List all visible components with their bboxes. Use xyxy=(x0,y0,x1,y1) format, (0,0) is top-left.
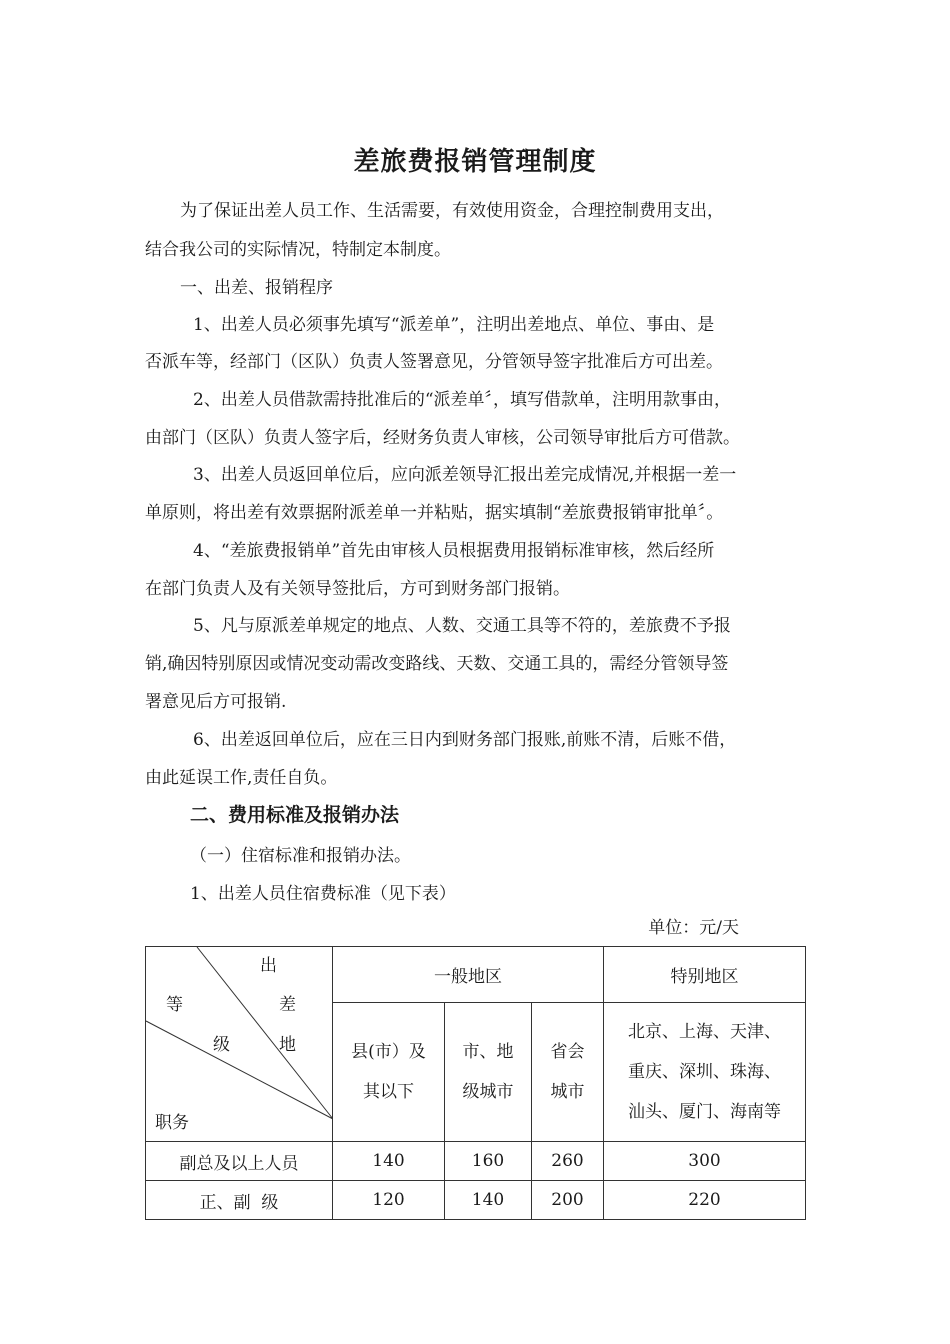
para5-line-2: 销,确因特别原因或情况变动需改变路线、天数、交通工具的，需经分管领导签 xyxy=(145,654,729,674)
header-city xyxy=(445,1003,532,1142)
para2-line-1: 2、出差人员借款需持批准后的“派差单〞，填写借款单，注明用款事由， xyxy=(193,390,732,410)
para3-line-2: 单原则，将出差有效票据附派差单一并粘贴，据实填制“差旅费报销审批单〞。 xyxy=(145,503,724,523)
header-city-line-2: 级城市 xyxy=(462,1082,514,1103)
para4-line-2: 在部门负责人及有关领导签批后，方可到财务部门报销。 xyxy=(145,579,570,599)
para4-line-1: 4、“差旅费报销单”首先由审核人员根据费用报销标准审核，然后经所 xyxy=(193,541,715,561)
table-corner-header xyxy=(146,947,333,1142)
header-county-line-2: 其以下 xyxy=(363,1082,414,1103)
corner-char-di: 地 xyxy=(279,1035,296,1055)
corner-char-chu: 出 xyxy=(260,956,277,976)
cell-city: 160 xyxy=(445,1142,532,1181)
para1-line-1: 1、出差人员必须事先填写“派差单”，注明出差地点、单位、事由、是 xyxy=(193,315,715,335)
row-label: 副总及以上人员 xyxy=(146,1142,333,1181)
header-city-line-1: 市、地 xyxy=(462,1042,514,1063)
para5-line-3: 署意见后方可报销. xyxy=(145,692,287,712)
header-special-line-3: 汕头、厦门、海南等 xyxy=(628,1102,781,1123)
cell-city: 140 xyxy=(445,1181,532,1220)
cell-capital: 260 xyxy=(532,1142,604,1181)
para2-line-2: 由部门（区队）负责人签字后，经财务负责人审核，公司领导审批后方可借款。 xyxy=(145,428,740,448)
corner-char-cha: 差 xyxy=(279,995,296,1015)
intro-line-2: 结合我公司的实际情况，特制定本制度。 xyxy=(145,240,451,260)
lodging-standard-table xyxy=(145,946,806,1220)
table-row xyxy=(146,1181,806,1220)
header-special-line-2: 重庆、深圳、珠海、 xyxy=(628,1062,781,1083)
header-county xyxy=(333,1003,445,1142)
table-row xyxy=(146,1142,806,1181)
header-special-line-1: 北京、上海、天津、 xyxy=(628,1022,781,1043)
cell-county: 140 xyxy=(333,1142,445,1181)
table-unit-label: 单位：元/天 xyxy=(648,918,739,938)
header-special-region: 特别地区 xyxy=(604,947,806,1003)
corner-char-ji: 级 xyxy=(213,1035,230,1055)
para6-line-2: 由此延误工作,责任自负。 xyxy=(145,768,338,788)
header-provincial-capital xyxy=(532,1003,604,1142)
para3-line-1: 3、出差人员返回单位后，应向派差领导汇报出差完成情况,并根据一差一 xyxy=(193,465,737,485)
section1-heading: 一、出差、报销程序 xyxy=(180,278,333,298)
cell-county: 120 xyxy=(333,1181,445,1220)
corner-label-zhiwu: 职务 xyxy=(155,1113,189,1133)
para1-line-2: 否派车等，经部门（区队）负责人签署意见，分管领导签字批准后方可出差。 xyxy=(145,352,723,372)
section2-item1: 1、出差人员住宿费标准（见下表） xyxy=(190,884,456,904)
header-capital-line-1: 省会 xyxy=(550,1042,585,1063)
para6-line-1: 6、出差返回单位后，应在三日内到财务部门报账,前账不清，后账不借， xyxy=(193,730,737,750)
header-county-line-1: 县(市）及 xyxy=(351,1042,426,1063)
document-title: 差旅费报销管理制度 xyxy=(353,147,597,177)
cell-capital: 200 xyxy=(532,1181,604,1220)
intro-line-1: 为了保证出差人员工作、生活需要，有效使用资金，合理控制费用支出， xyxy=(180,201,724,221)
cell-special: 300 xyxy=(604,1142,806,1181)
header-capital-line-2: 城市 xyxy=(550,1082,585,1103)
cell-special: 220 xyxy=(604,1181,806,1220)
corner-char-deng: 等 xyxy=(166,995,183,1015)
header-special-cities xyxy=(604,1003,806,1142)
para5-line-1: 5、凡与原派差单规定的地点、人数、交通工具等不符的，差旅费不予报 xyxy=(193,616,731,636)
header-general-region: 一般地区 xyxy=(333,947,604,1003)
row-label: 正、副 级 xyxy=(146,1181,333,1220)
section2-heading: 二、费用标准及报销办法 xyxy=(190,804,400,826)
section2-subheading: （一）住宿标准和报销办法。 xyxy=(190,846,411,866)
